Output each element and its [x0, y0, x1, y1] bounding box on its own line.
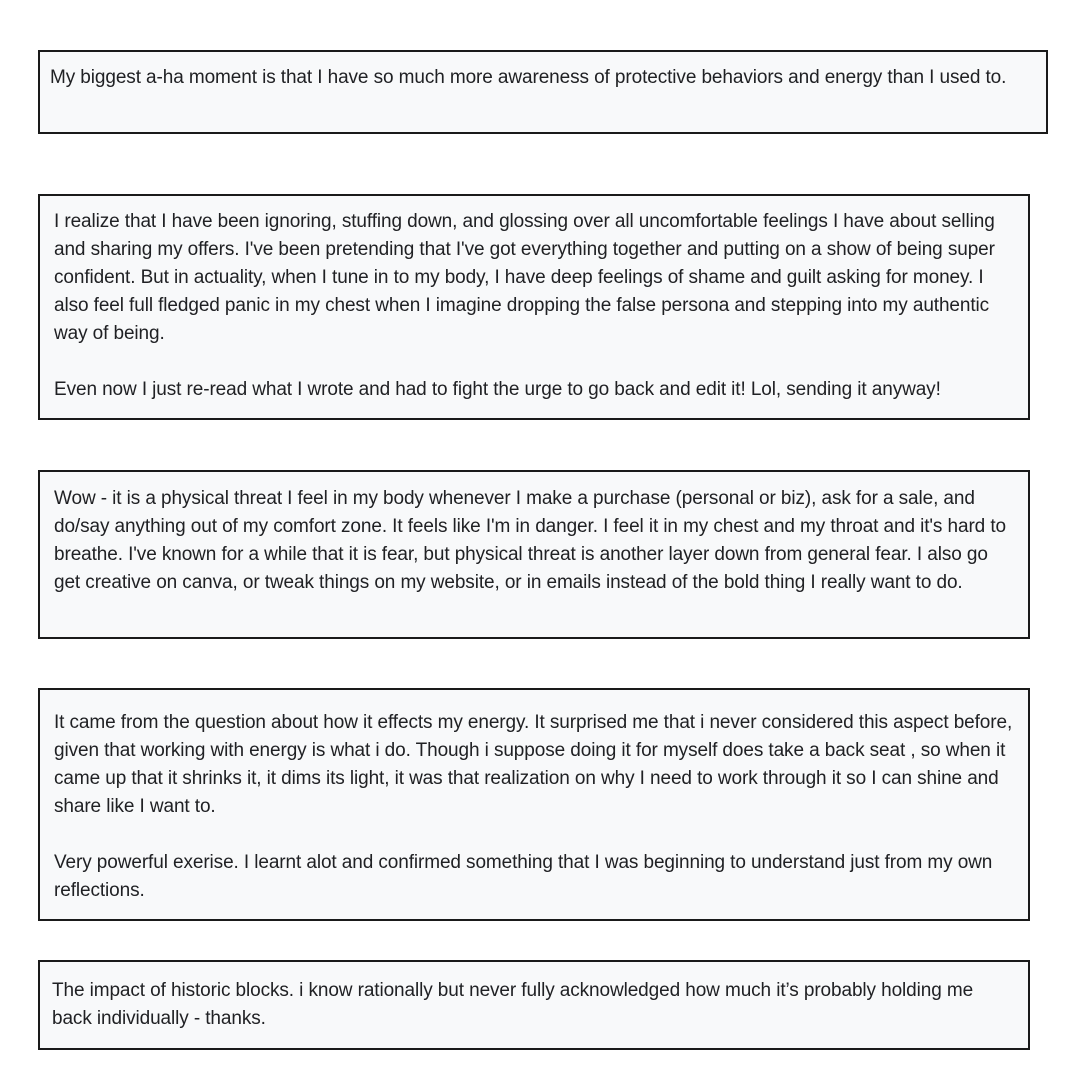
- response-text: The impact of historic blocks. i know rationally but never fully acknowledged how much it’s probably holding me back individually - thanks.: [52, 980, 979, 1029]
- response-text: My biggest a-ha moment is that I have so much more awareness of protective behaviors and energy than I used to.: [50, 67, 1007, 88]
- response-card-2: [38, 194, 1030, 420]
- response-text: Even now I just re-read what I wrote and had to fight the urge to go back and edit it! Lol, sending it anyway!: [54, 379, 941, 400]
- response-text: It came from the question about how it effects my energy. It surprised me that i never considered this aspect before, given that working with energy is what i do. Though i suppose doing it for myself does take a back seat , so when it came up that it shrinks it, it dims its light, it was that realization on why I need to work through it so I can shine and share like I want to.: [54, 712, 1018, 817]
- response-text: I realize that I have been ignoring, stuffing down, and glossing over all uncomfortable feelings I have about selling and sharing my offers. I've been pretending that I've got everything together and putting on a show of being super confident. But in actuality, when I tune in to my body, I have deep feelings of shame and guilt asking for money. I also feel full fledged panic in my chest when I imagine dropping the false persona and stepping into my authentic way of being.: [54, 211, 1001, 344]
- response-text: Wow - it is a physical threat I feel in my body whenever I make a purchase (personal or biz), ask for a sale, and do/say anything out of my comfort zone. It feels like I'm in danger. I feel it in my chest and my throat and it's hard to breathe. I've known for a while that it is fear, but physical threat is another layer down from general fear. I also go get creative on canva, or tweak things on my website, or in emails instead of the bold thing I really want to do.: [54, 488, 1012, 593]
- response-text: Very powerful exerise. I learnt alot and confirmed something that I was beginning to understand just from my own reflections.: [54, 852, 998, 901]
- response-card-5: [38, 960, 1030, 1050]
- response-card-3: [38, 470, 1030, 639]
- response-card-4: [38, 688, 1030, 921]
- response-card-1: [38, 50, 1048, 134]
